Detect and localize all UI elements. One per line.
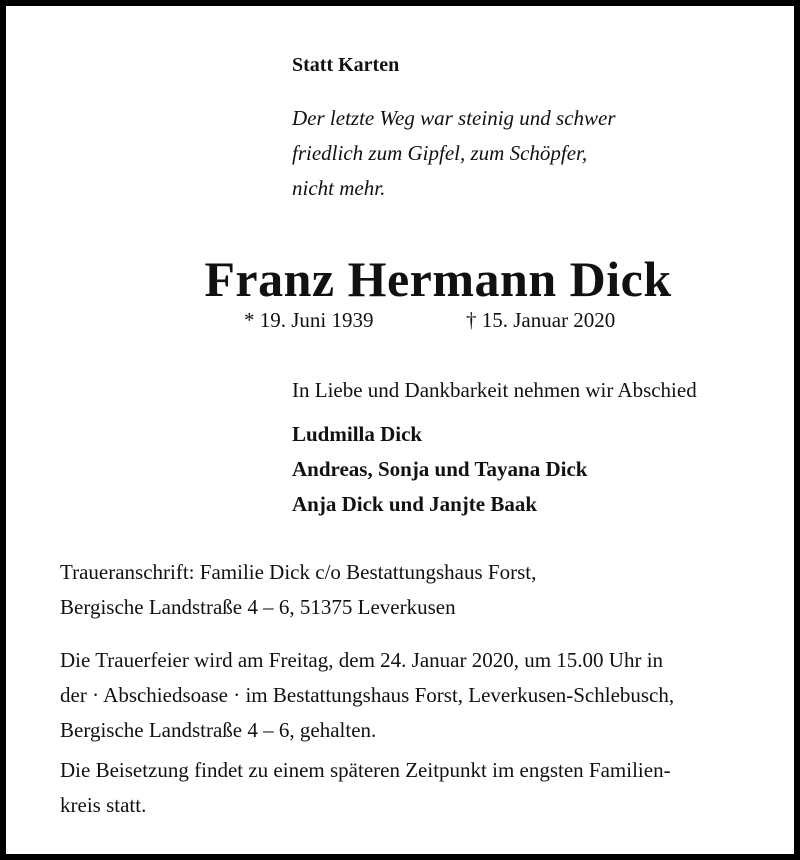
deceased-name: Franz Hermann Dick [204,251,672,307]
birth-date: * 19. Juni 1939 [244,308,374,332]
burial-line: kreis statt. [60,793,147,817]
mourner-name: Ludmilla Dick [292,422,423,446]
verse-line: Der letzte Weg war steinig und schwer [292,106,616,130]
death-date: † 15. Januar 2020 [466,308,616,332]
ceremony-line: Die Trauerfeier wird am Freitag, dem 24. Januar 2020, um 15.00 Uhr in [60,648,664,672]
verse-line: friedlich zum Gipfel, zum Schöpfer, [292,141,588,165]
farewell-text: In Liebe und Dankbarkeit nehmen wir Abschied [292,378,697,402]
burial-line: Die Beisetzung findet zu einem späteren Zeitpunkt im engsten Familien- [60,758,671,782]
ceremony-line: Bergische Landstraße 4 – 6, gehalten. [60,718,377,742]
verse-line: nicht mehr. [292,176,386,200]
mourner-name: Anja Dick und Janjte Baak [292,492,538,516]
address-line: Bergische Landstraße 4 – 6, 51375 Leverkusen [60,595,456,619]
mourner-name: Andreas, Sonja und Tayana Dick [292,457,588,481]
address-line: Traueranschrift: Familie Dick c/o Bestattungshaus Forst, [60,560,537,584]
salutation: Statt Karten [292,54,400,76]
ceremony-line: der · Abschiedsoase · im Bestattungshaus Forst, Leverkusen-Schlebusch, [60,683,675,707]
